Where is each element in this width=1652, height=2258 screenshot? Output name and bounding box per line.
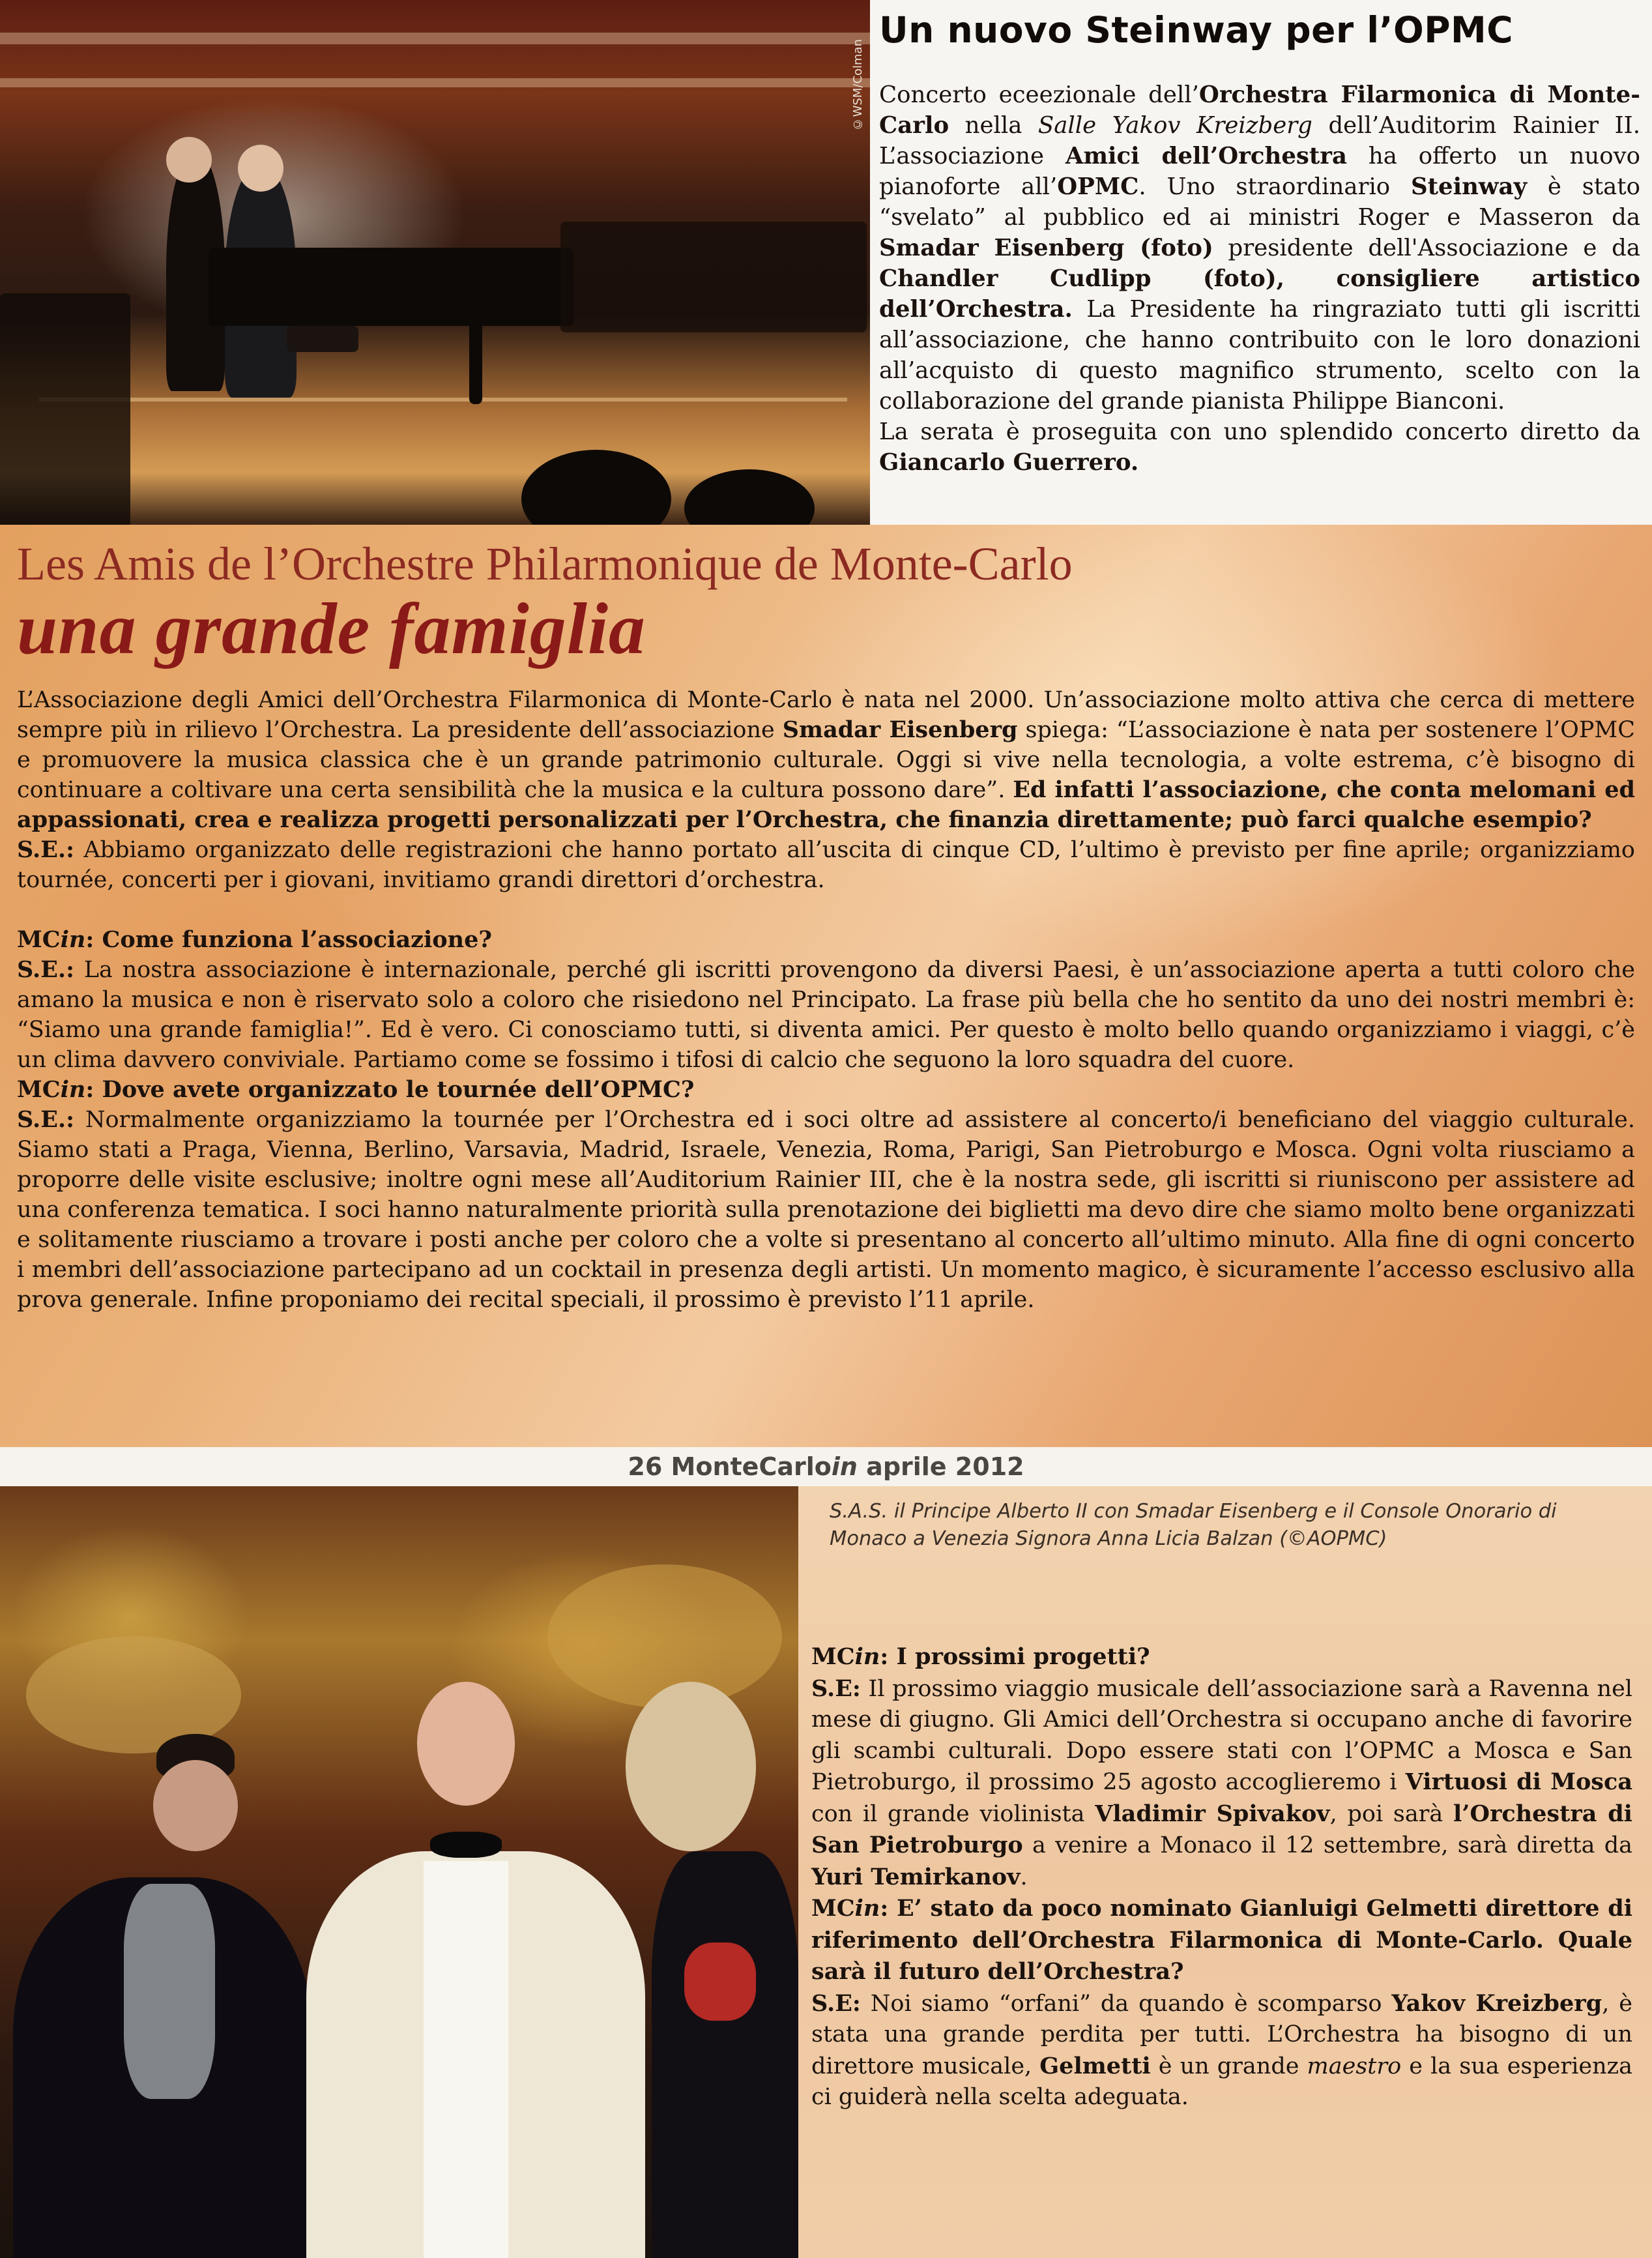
text-run: . [1020,1864,1028,1890]
concert-photo [0,0,870,525]
text-run: S.E: [811,1675,861,1702]
photo-credit: ©WSM/Colman [851,39,865,131]
text-run: Yuri Temirkanov [811,1863,1021,1890]
page-number: 26 [628,1452,663,1481]
interview-paragraph [811,1988,1632,2113]
text-run: in [854,1895,880,1922]
text-run: OPMC [1057,173,1139,200]
text-run: Amici dell’Orchestra [1065,143,1348,169]
text-run: ha offerto un nuovo pianoforte all’ [879,143,1640,200]
text-run: Yakov Kreizberg [1391,1989,1602,2017]
text-run: : Come funziona l’associazione? [85,926,492,953]
interview-paragraph [811,1673,1632,1894]
magazine-name-suffix: in [831,1452,858,1481]
text-run: Gelmetti [1039,2052,1151,2079]
text-run: MC [811,1643,855,1670]
text-run: Noi siamo “orfani” da quando è scomparso [860,1990,1392,2017]
text-run: S.E.: [17,956,74,983]
theatre-box-photo [0,1486,798,2258]
interview-paragraph [17,1075,1635,1105]
text-run: : Dove avete organizzato le tournée dell’OPMC? [85,1076,695,1103]
text-run: Normalmente organizziamo la tournée per l’Orchestra ed i soci oltre ad assistere al concerto/i beneficiano del viaggio culturale. Siamo stati a Praga, Vienna, Berlino, Varsavia, Madrid, Israele, Venezia, Roma, Parigi, San Pietroburgo e Mosca. Ogni volta riusciamo a proporre delle visite esclusive; inoltre ogni mese all’Auditorium Rainier III, che è la nostra sede, gli iscritti si riuniscono per assistere ad una conferenza tematica. I soci hanno naturalmente priorità sulla prenotazione dei biglietti ma devo dire che siamo molto bene organizzati e solitamente riusciamo a trovare i posti anche per coloro che a volte si presentano al concerto all’ultimo minuto. Alla fine di ogni concerto i membri dell’associazione partecipano ad un cocktail in presenza degli artisti. Un momento magico, è sicuramente l’accesso esclusivo alla prova generale. Infine proponiamo dei recital speciali, il prossimo è previsto l’11 aprile. [17,1107,1635,1313]
photo-caption: S.A.S. il Principe Alberto II con Smadar Eisenberg e il Console Onorario di Monaco a Venezia Signora Anna Licia Balzan (©AOPMC) [830,1500,1557,1550]
top-article [870,0,1652,525]
interview-paragraph [17,835,1635,895]
text-run: S.E: [811,1989,861,2017]
section-subtitle: Les Amis de l’Orchestre Philarmonique de Monte-Carlo [17,538,1073,590]
text-run: S.E.: [17,836,74,863]
bottom-article [798,1486,1652,2258]
article-title: Un nuovo Steinway per l’OPMC [879,9,1514,51]
text-run: , è stata una grande perdita per tutti. L’Orchestra ha bisogno di un direttore musicale, [811,1990,1632,2079]
text-run: Vladimir Spivakov [1095,1800,1330,1827]
text-run: Smadar Eisenberg (foto) [879,235,1213,261]
text-run: Chandler Cudlipp (foto), consigliere artistico dell’Orchestra. [879,265,1640,323]
text-run: . Uno straordinario [1138,173,1411,200]
interview-body [17,685,1635,1315]
text-run: e la sua esperienza ci guiderà nella scelta adeguata. [811,2053,1632,2110]
text-run: S.E.: [17,1106,74,1133]
text-run: , poi sarà [1329,1800,1453,1827]
text-run: MC [17,926,61,953]
article-paragraph [879,417,1640,478]
text-run: : E’ stato da poco nominato Gianluigi Gelmetti direttore di riferimento dell’Orchestra Filarmonica di Monte-Carlo. Quale sarà il futuro dell’Orchestra? [811,1895,1632,1985]
article-body [879,80,1640,478]
text-run: La Presidente ha ringraziato tutti gli iscritti all’associazione, che hanno contribuito con le loro donazioni all’acquisto di questo magnifico strumento, scelto con la collaborazione del grande pianista Philippe Bianconi. [879,296,1640,415]
text-run: MC [17,1076,61,1103]
interview-paragraph [811,1893,1632,1988]
article-paragraph [879,80,1640,417]
text-run: dell’Auditorim Rainier II. L’associazione [879,112,1640,169]
text-run: maestro [1307,2053,1402,2079]
text-run: è stato “svelato” al pubblico ed ai ministri Roger e Masseron da [879,173,1640,231]
interview-paragraph [811,1641,1632,1673]
text-run: MC [811,1895,855,1922]
text-run: l’Orchestra di San Pietroburgo [811,1800,1632,1858]
text-run: Orchestra Filarmonica di Monte-Carlo [879,81,1640,139]
interview-paragraph [17,925,1635,955]
text-run: Salle Yakov Kreizberg [1037,112,1312,139]
text-run: presidente dell'Associazione e da [1213,235,1640,261]
issue-date: aprile 2012 [866,1452,1024,1481]
interview-paragraph [17,955,1635,1075]
section-title: una grande famiglia [17,589,646,669]
page-footer [0,1447,1652,1486]
paragraph-gap [17,895,1635,925]
text-run: con il grande violinista [811,1800,1095,1827]
text-run: Ed infatti l’associazione, che conta melomani ed appassionati, crea e realizza progetti personalizzati per l’Orchestra, che finanzia direttamente; può farci qualche esempio? [17,776,1636,833]
text-run: è un grande [1150,2053,1307,2079]
text-run: in [60,926,86,953]
interview-continuation [811,1641,1632,2113]
text-run: Virtuosi di Mosca [1405,1768,1633,1795]
interview-section [0,525,1652,1447]
text-run: Steinway [1410,173,1528,200]
interview-paragraph [17,1105,1635,1315]
text-run: Giancarlo Guerrero. [879,449,1139,476]
text-run: a venire a Monaco il 12 settembre, sarà diretta da [1022,1832,1632,1858]
text-run: : I prossimi progetti? [880,1643,1150,1670]
text-run: La serata è proseguita con uno splendido concerto diretto da [879,418,1640,445]
text-run: L’Associazione degli Amici dell’Orchestra Filarmonica di Monte-Carlo è nata nel 2000. Un’associazione molto attiva che cerca di mettere sempre più in rilievo l’Orchestra. La presidente dell’associazione [17,687,1635,743]
magazine-name: MonteCarlo [671,1452,832,1481]
text-run: in [854,1643,880,1670]
text-run: Smadar Eisenberg [782,716,1018,743]
text-run: Concerto eceezionale dell’ [879,81,1199,108]
text-run: nella [949,112,1038,139]
text-run: in [60,1076,86,1103]
text-run: spiega: “L’associazione è nata per sostenere l’OPMC e promuovere la musica classica che è un grande patrimonio culturale. Oggi si vive nella tecnologia, a volte estrema, c’è bisogno di continuare a coltivare una certa sensibilità che la musica e la cultura possono dare”. [17,717,1635,803]
text-run: Il prossimo viaggio musicale dell’associazione sarà a Ravenna nel mese di giugno. Gli Amici dell’Orchestra si occupano anche di favorire gli scambi culturali. Dopo essere stati con l’OPMC a Mosca e San Pietroburgo, il prossimo 25 agosto accoglieremo i [811,1675,1632,1795]
text-run: La nostra associazione è internazionale, perché gli iscritti provengono da diversi Paesi, è un’associazione aperta a tutti coloro che amano la musica e non è riservato solo a coloro che risiedono nel Principato. La frase più bella che ho sentito da uno dei nostri membri è: “Siamo una grande famiglia!”. Ed è vero. Ci conosciamo tutti, si diventa amici. Per questo è molto bello quando organizziamo i viaggi, c’è un clima davvero conviviale. Partiamo come se fossimo i tifosi di calcio che seguono la loro squadra del cuore. [17,957,1635,1073]
interview-paragraph [17,685,1635,835]
text-run: Abbiamo organizzato delle registrazioni che hanno portato all’uscita di cinque CD, l’ultimo è previsto per fine aprile; organizziamo tournée, concerti per i giovani, invitiamo grandi direttori d’orchestra. [17,837,1635,893]
